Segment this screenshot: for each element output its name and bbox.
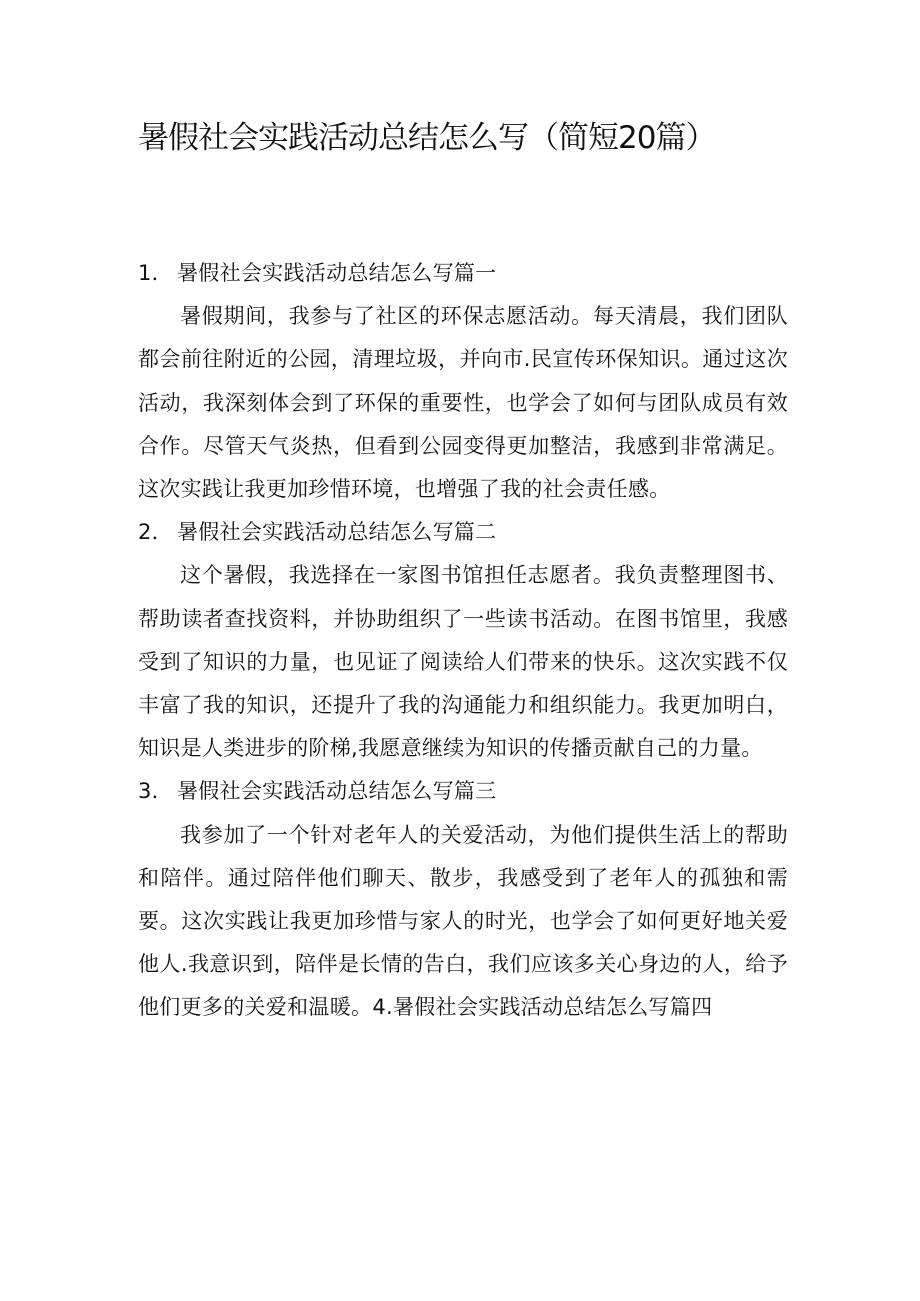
section-heading-3 (138, 770, 788, 813)
section-paragraph-1: 暑假期间，我参与了社区的环保志愿活动。每天清晨，我们团队都会前往附近的公园，清理垃圾，并向市.民宣传环保知识。通过这次活动，我深刻体会到了环保的重要性，也学会了如何与团队成员有效合作。尽管天气炎热，但看到公园变得更加整洁，我感到非常满足。这次实践让我更加珍惜环境，也增强了我的社会责任感。 (138, 304, 788, 502)
section-number-3: 3． (138, 779, 173, 804)
section-title-2: 暑假社会实践活动总结怎么写篇二 (176, 520, 497, 545)
section-title-3: 暑假社会实践活动总结怎么写篇三 (176, 779, 497, 804)
section-paragraph-3 (138, 814, 788, 1030)
document-body (138, 252, 788, 1030)
section-heading-1 (138, 252, 788, 295)
section-heading-4-inline: 4.暑假社会实践活动总结怎么写篇四 (372, 995, 713, 1020)
section-heading-2 (138, 511, 788, 554)
document-title: 暑假社会实践活动总结怎么写（简短20篇） (138, 120, 716, 156)
section-paragraph-2: 这个暑假，我选择在一家图书馆担任志愿者。我负责整理图书、帮助读者查找资料，并协助组织了一些读书活动。在图书馆里，我感受到了知识的力量，也见证了阅读给人们带来的快乐。这次实践不仅丰富了我的知识，还提升了我的沟通能力和组织能力。我更加明白，知识是人类进步的阶梯,我愿意继续为知识的传播贡献自己的力量。 (138, 563, 788, 761)
section-title-1: 暑假社会实践活动总结怎么写篇一 (176, 261, 497, 285)
section-number-2: 2． (138, 520, 173, 545)
section-number-1: 1． (138, 261, 173, 285)
section-paragraph-3-text: 我参加了一个针对老年人的关爱活动，为他们提供生活上的帮助和陪伴。通过陪伴他们聊天、散步，我感受到了老年人的孤独和需要。这次实践让我更加珍惜与家人的时光，也学会了如何更好地关爱他人.我意识到，陪伴是长情的告白，我们应该多关心身边的人，给予他们更多的关爱和温暖。 (138, 822, 788, 1020)
